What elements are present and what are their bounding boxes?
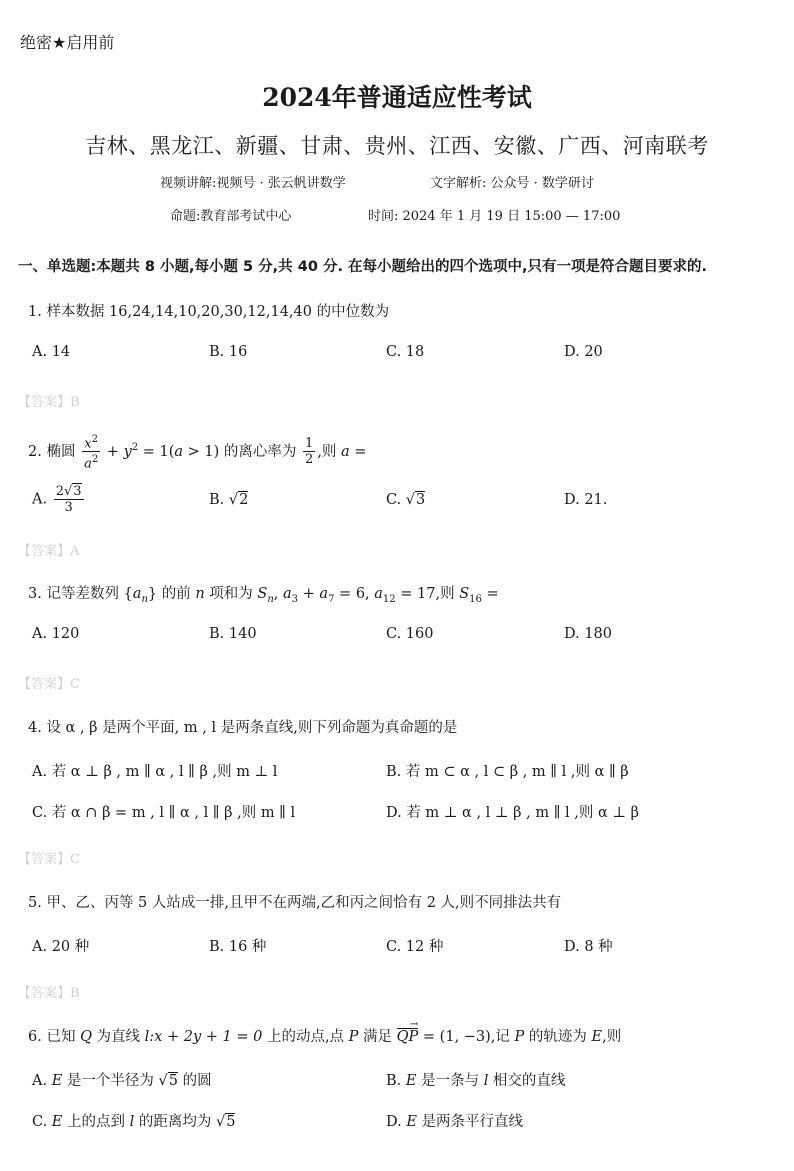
question-3-stem: 3. 记等差数列 $\{a_n\}$ 的前 n 项和为 $S_n$, $a_3 + a_7 = 6$, $a_{12} = 17$,则 $S_{16}$ = — [28, 586, 499, 605]
q2-option-b: B. √2 — [209, 492, 249, 508]
exam-time: 时间: 2024 年 1 月 19 日 15:00 — 17:00 — [368, 209, 621, 224]
q6-option-d: D. E 是两条平行直线 — [386, 1114, 524, 1130]
q1-option-c: C. 18 — [386, 344, 425, 360]
question-1-stem: 1. 样本数据 16,24,14,10,20,30,12,14,40 的中位数为 — [28, 304, 390, 320]
q2-fraction-one-half: $\frac{1}{2}$ — [305, 436, 314, 468]
q1-option-a: A. 14 — [32, 344, 71, 360]
q5-option-b: B. 16 种 — [209, 939, 267, 955]
q2-fraction-x2-a2: $\frac{x^2}{a^2}$ — [84, 434, 99, 472]
q4-option-c: C. 若 α ∩ β = m , l ∥ α , l ∥ β ,则 m ∥ l — [32, 805, 296, 821]
q4-answer: 【答案】C — [18, 852, 80, 867]
q2-option-a: A. $\frac{2√3}{3}$ — [32, 484, 82, 515]
q6-option-b: B. E 是一条与 l 相交的直线 — [386, 1073, 566, 1089]
question-setter: 命题:教育部考试中心 — [170, 209, 292, 224]
confidential-label: 绝密★启用前 — [20, 33, 115, 52]
q1-option-d: D. 20 — [564, 344, 603, 360]
q2-answer: 【答案】A — [18, 544, 80, 559]
q1-answer: 【答案】B — [18, 395, 80, 410]
q3-option-d: D. 180 — [564, 626, 613, 642]
q5-option-d: D. 8 种 — [564, 939, 613, 955]
q3-answer: 【答案】C — [18, 677, 80, 692]
q2-option-c: C. √3 — [386, 492, 426, 508]
q6-option-a: A. E 是一个半径为 √5 的圆 — [32, 1073, 212, 1089]
q6-option-c: C. E 上的点到 l 的距离均为 √5 — [32, 1114, 236, 1130]
section-heading: 一、单选题:本题共 8 小题,每小题 5 分,共 40 分. 在每小题给出的四个选项中,只有一项是符合题目要求的. — [18, 259, 708, 275]
question-2-stem: 2. 椭圆 $\frac{x^2}{a^2}$ + $y^2 = 1(a > 1)$ 的离心率为 $\frac{1}{2}$ ,则 a = — [28, 434, 367, 472]
q3-option-a: A. 120 — [32, 626, 80, 642]
q5-option-a: A. 20 种 — [32, 939, 90, 955]
question-5-stem: 5. 甲、乙、丙等 5 人站成一排,且甲不在两端,乙和丙之间恰有 2 人,则不同排法共有 — [28, 895, 562, 911]
q4-option-a: A. 若 α ⊥ β , m ∥ α , l ∥ β ,则 m ⊥ l — [32, 764, 278, 780]
q1-option-b: B. 16 — [209, 344, 248, 360]
text-source: 文字解析: 公众号 · 数学研讨 — [430, 176, 594, 191]
question-4-stem: 4. 设 α , β 是两个平面, m , l 是两条直线,则下列命题为真命题的是 — [28, 720, 458, 736]
q4-option-d: D. 若 m ⊥ α , l ⊥ β , m ∥ l ,则 α ⊥ β — [386, 805, 640, 821]
q5-option-c: C. 12 种 — [386, 939, 444, 955]
exam-subtitle: 吉林、黑龙江、新疆、甘肃、贵州、江西、安徽、广西、河南联考 — [85, 134, 709, 158]
q4-option-b: B. 若 m ⊂ α , l ⊂ β , m ∥ l ,则 α ∥ β — [386, 764, 629, 780]
q3-option-c: C. 160 — [386, 626, 434, 642]
question-6-stem: 6. 已知 Q 为直线 l:x + 2y + 1 = 0 上的动点,点 P 满足 → QP = (1, −3),记 P 的轨迹为 E,则 — [28, 1019, 622, 1045]
q5-answer: 【答案】B — [18, 986, 80, 1001]
video-source: 视频讲解:视频号 · 张云帆讲数学 — [160, 176, 346, 191]
q2-option-d: D. 21. — [564, 492, 608, 508]
q3-option-b: B. 140 — [209, 626, 257, 642]
exam-title: 2024年普通适应性考试 — [262, 83, 532, 112]
